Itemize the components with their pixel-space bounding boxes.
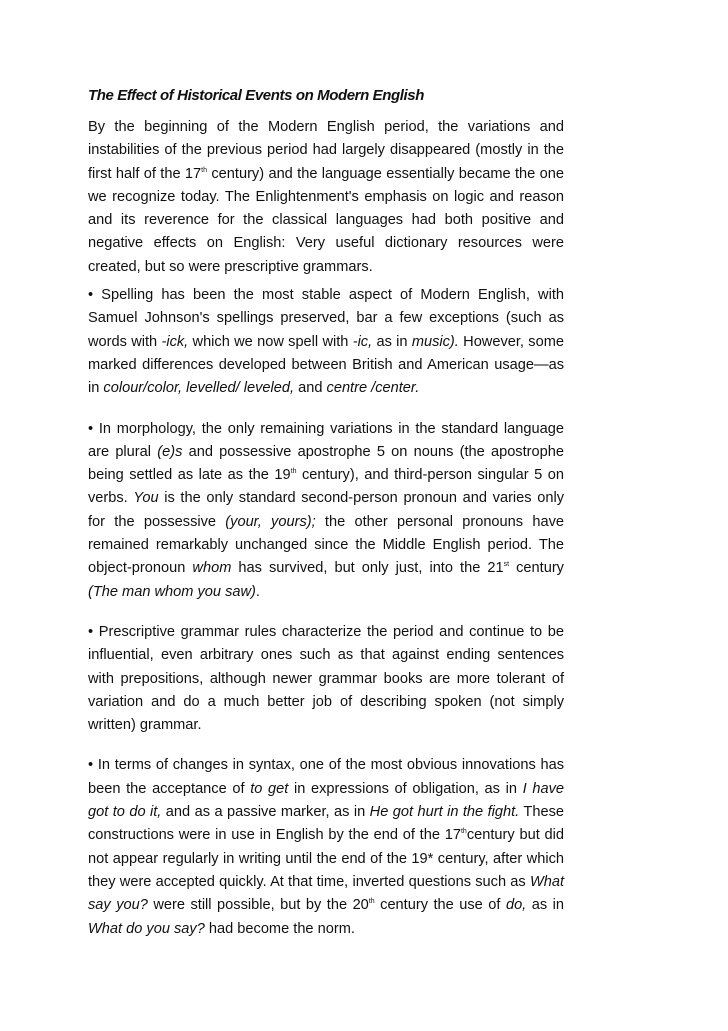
prescriptive-grammar-paragraph [88, 621, 564, 737]
italic-term: He got hurt in the fight. [369, 804, 520, 821]
italic-term: I have got to do it, [88, 780, 564, 821]
ordinal-superscript: st [503, 561, 510, 569]
italic-term: centre /center. [326, 380, 420, 397]
text-run: and possessive apostrophe 5 on nouns (the apostrophe being settled as late as the 19 [88, 443, 564, 484]
italic-term: -ick, [161, 333, 189, 350]
text-run: century [509, 560, 564, 577]
italic-term: to get [250, 780, 289, 797]
ordinal-superscript: th [368, 898, 375, 906]
text-run: in expressions of obligation, as in [288, 780, 523, 797]
text-run: . [255, 583, 260, 600]
text-run: and [294, 380, 327, 397]
text-run: These constructions were in use in English by the end of the 17 [88, 804, 564, 844]
text-run: • In morphology, the only remaining variations in the standard language are plural [88, 420, 564, 460]
text-run: • Prescriptive grammar rules characterize the period and continue to be influential, even arbitrary ones such as that against ending sentences with prepositions, although newer grammar books are more tolerant of variation and do a much better job of describing spoken (not simply written) grammar. [88, 623, 564, 734]
text-run: as in [372, 333, 412, 350]
text-run: • Spelling has been the most stable aspect of Modern English, with Samuel Johnson's spellings preserved, bar a few exceptions (such as words with [88, 287, 564, 350]
italic-term: What say you? [88, 873, 564, 914]
italic-term: music). [411, 333, 459, 350]
italic-term: do, [505, 897, 527, 914]
text-run: century but did not appear regularly in writing until the end of the 19* century, after which they were accepted quickly. At that time, inverted questions such as [88, 827, 564, 890]
text-run: which we now spell with [188, 333, 353, 350]
italic-term: (e)s [157, 443, 183, 460]
document-page [88, 85, 564, 941]
text-run: century), and third-person singular 5 on verbs. [88, 467, 564, 507]
italic-term: whom [192, 560, 232, 577]
ordinal-superscript: th [201, 166, 208, 174]
morphology-paragraph [88, 418, 564, 604]
text-run: the other personal pronouns have remained remarkably unchanged since the Middle English period. The object-pronoun [88, 513, 564, 577]
text-run: and as a passive marker, as in [161, 804, 370, 821]
text-run: By the beginning of the Modern English period, the variations and instabilities of the previous period had largely disappeared (mostly in the first half of the 17 [88, 119, 564, 182]
document-title: The Effect of Historical Events on Modern English [88, 87, 425, 104]
text-run: century the use of [374, 897, 506, 914]
italic-term: colour/color, levelled/ leveled, [103, 380, 295, 397]
text-run: were still possible, but by the 20 [147, 897, 369, 914]
text-run: • In terms of changes in syntax, one of the most obvious innovations has been the acceptance of [88, 757, 564, 797]
ordinal-superscript: th [460, 828, 467, 836]
italic-term: -ic, [352, 333, 373, 350]
text-run: However, some marked differences developed between British and American usage—as in [88, 333, 564, 397]
italic-term: What do you say? [88, 920, 205, 937]
text-run: has survived, but only just, into the 21 [231, 560, 504, 577]
syntax-paragraph [88, 754, 564, 940]
text-run: had become the norm. [204, 920, 355, 937]
text-run: is the only standard second-person pronoun and varies only for the possessive [88, 490, 565, 530]
text-run: as in [526, 897, 564, 914]
italic-term: (your, yours); [225, 513, 316, 530]
spelling-paragraph [88, 284, 564, 400]
italic-term: You [133, 490, 159, 507]
text-run: century) and the language essentially became the one we recognize today. The Enlightenment's emphasis on logic and reason and its reverence for the classical languages had both positive and negative effects on English: Very useful dictionary resources were created, but so were prescriptive grammars. [88, 165, 564, 275]
intro-paragraph [88, 116, 564, 279]
italic-term: (The man whom you saw) [88, 583, 256, 600]
ordinal-superscript: th [290, 468, 297, 476]
